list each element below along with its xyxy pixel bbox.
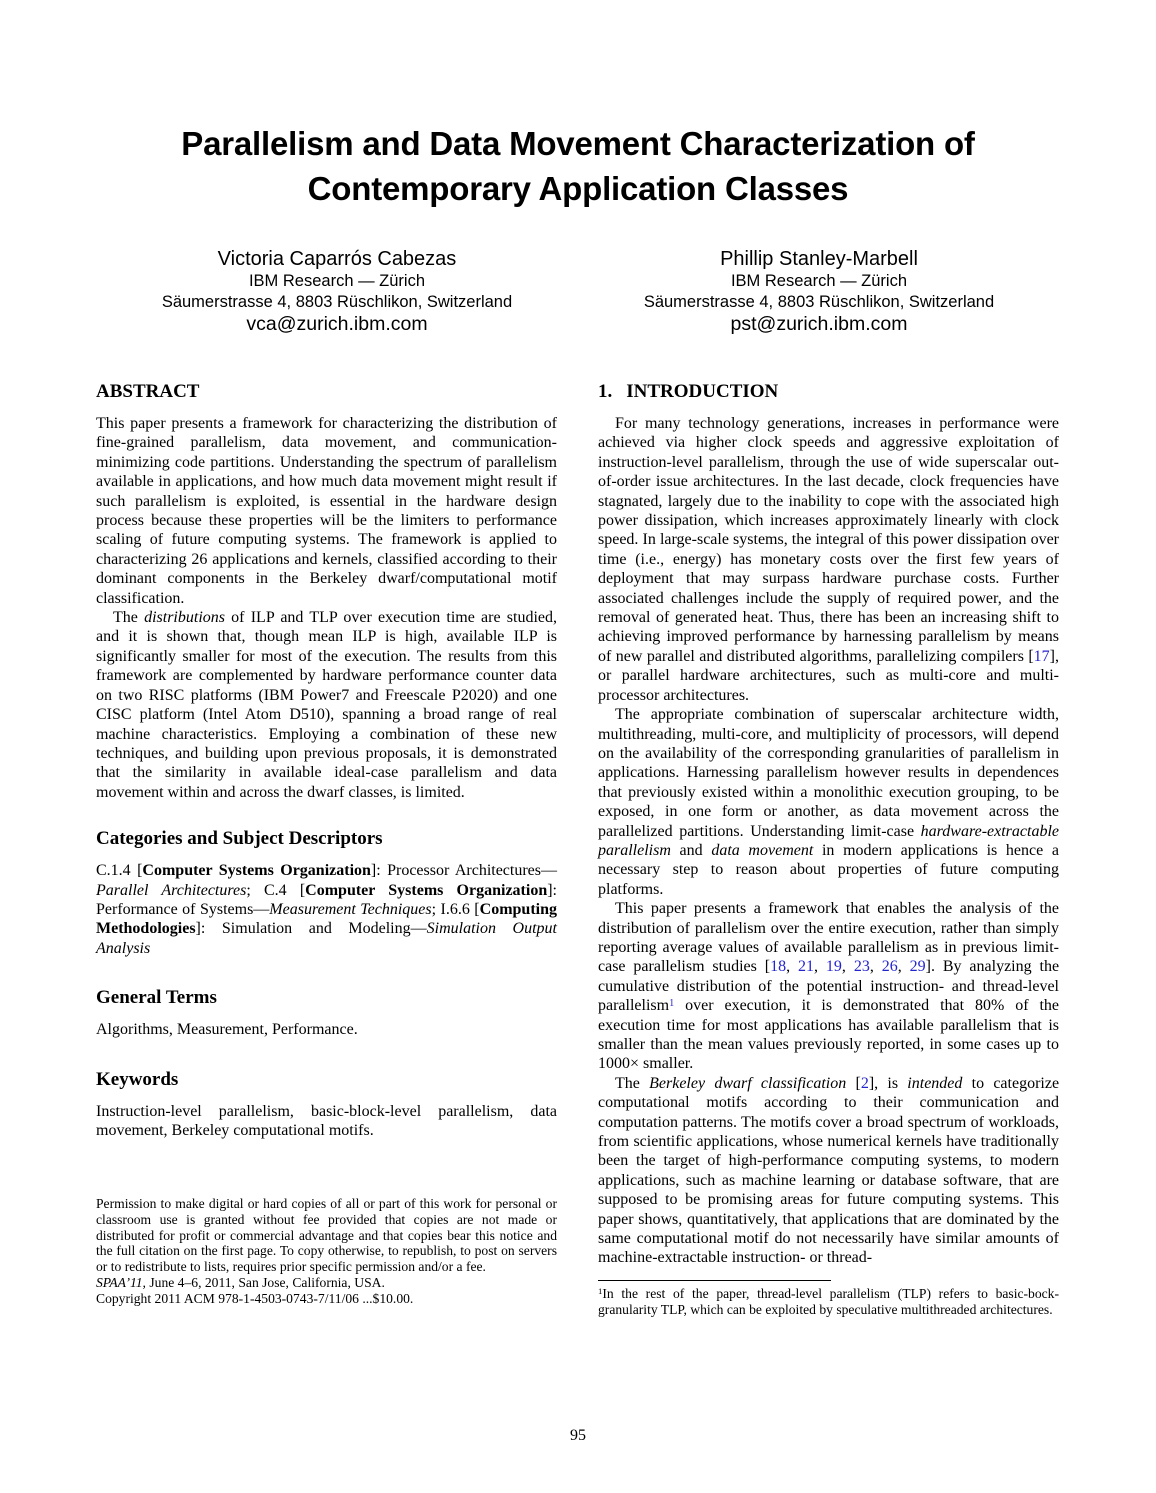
text-segment: data movement xyxy=(711,841,814,859)
permission-notice xyxy=(96,1196,557,1306)
paragraph xyxy=(96,861,557,958)
paragraph xyxy=(96,608,557,802)
text-segment: SPAA’11, xyxy=(96,1274,146,1290)
text-segment: Computing Methodologies xyxy=(96,900,557,938)
text-segment: in modern applications is hence a necessary step to reason about properties of future computing platforms. xyxy=(598,841,1059,898)
text-segment: intended xyxy=(907,1074,963,1092)
text-segment: This paper presents a framework for characterizing the distribution of fine-grained parallelism, data movement, and communication-minimizing code partitions. Understanding the spectrum of parallelism available in applications, and how much data movement might result if such parallelism is exploited, is essential in the hardware design process because these properties will be the limiters to performance scaling of future computing systems. The framework is applied to characterizing 26 applications and kernels, classified according to their dominant components in the Berkeley dwarf/computational motif classification. xyxy=(96,415,557,607)
paragraph xyxy=(598,1286,1059,1317)
text-segment: , xyxy=(786,958,798,976)
text-segment: The xyxy=(113,609,145,627)
page-number: 95 xyxy=(570,1427,586,1444)
text-segment: The appropriate combination of superscalar architecture width, multithreading, multi-core, and multiplicity of processors, will depend on the availability of the corresponding granularities of parallelism in applications. Harnessing parallelism however results in dependences that previously existed within a monolithic execution grouping, to be exposed, in one form or another, as data movement across the parallelized partitions. Understanding limit-case xyxy=(598,706,1059,840)
text-segment: , xyxy=(897,958,910,976)
text-segment: C.1.4 [ xyxy=(96,862,143,880)
paragraph xyxy=(96,1196,557,1275)
paragraph xyxy=(96,1291,557,1307)
citation-link[interactable]: 23 xyxy=(853,958,870,976)
citation-link[interactable]: 18 xyxy=(770,958,787,976)
citation-link[interactable]: 29 xyxy=(909,958,926,976)
author-2-address: Säumerstrasse 4, 8803 Rüschlikon, Switzerland xyxy=(643,293,995,311)
citation-link[interactable]: 21 xyxy=(798,958,814,976)
text-segment: distributions xyxy=(144,609,225,627)
paragraph xyxy=(598,1074,1059,1268)
general-terms-section xyxy=(96,987,557,1039)
permission-notice-body xyxy=(96,1196,557,1306)
categories-heading: Categories and Subject Descriptors xyxy=(96,828,383,850)
text-segment: Simulation Output Analysis xyxy=(96,920,557,957)
text-segment: ]. By analyzing the cumulative distribution of the potential instruction- and thread-level parallelism xyxy=(598,958,1060,1015)
paragraph xyxy=(598,414,1059,705)
text-segment: , xyxy=(869,958,882,976)
author-1 xyxy=(96,247,578,336)
author-2-email: pst@zurich.ibm.com xyxy=(730,313,908,335)
author-2 xyxy=(578,247,1060,336)
text-segment: Measurement Techniques xyxy=(269,900,432,918)
footnote-rule xyxy=(598,1280,831,1281)
text-segment: ; I.6.6 [ xyxy=(431,900,480,918)
left-column xyxy=(96,381,557,1306)
text-segment: to categorize computational motifs according to their communication and computation patterns. The motifs cover a broad spectrum of workloads, from scientific applications, whose numerical kernels have traditionally been the target of high-performance computing systems, to modern applications, such as machine learning or database software, that are supposed to be promising areas for future computing systems. This paper shows, quantitatively, that applications that are dominated by the same computational motif do not necessarily have similar amounts of machine-extractable instruction- or thread- xyxy=(598,1074,1060,1267)
keywords-heading: Keywords xyxy=(96,1068,179,1090)
author-1-name: Victoria Caparrós Cabezas xyxy=(217,248,457,270)
text-segment: ]: Processor Architectures— xyxy=(370,862,558,880)
text-segment: Algorithms, Measurement, Performance. xyxy=(96,1021,358,1039)
general-terms-body xyxy=(96,1020,557,1039)
text-segment: ]: Performance of Systems— xyxy=(96,881,557,918)
keywords-section xyxy=(96,1069,557,1141)
paragraph xyxy=(96,1020,557,1039)
text-segment: ]: Simulation and Modeling— xyxy=(195,920,427,938)
text-segment: Parallel Architectures xyxy=(96,881,247,899)
text-segment: hardware-extractable parallelism xyxy=(598,822,1059,859)
introduction-body xyxy=(598,414,1059,1268)
author-2-name: Phillip Stanley-Marbell xyxy=(720,248,918,270)
paragraph xyxy=(96,1275,557,1291)
authors-block xyxy=(96,247,1060,336)
introduction-heading-text: INTRODUCTION xyxy=(626,381,779,402)
keywords-body xyxy=(96,1102,557,1141)
paper-title xyxy=(0,121,1156,211)
text-segment: ; C.4 [ xyxy=(246,881,306,899)
text-segment: 1 xyxy=(598,1285,603,1296)
citation-link[interactable]: 1 xyxy=(669,997,675,1009)
text-segment: Instruction-level parallelism, basic-block-level parallelism, data movement, Berkeley computational motifs. xyxy=(96,1102,557,1139)
paper-title-line-1: Parallelism and Data Movement Characterization of xyxy=(181,125,975,162)
paper-title-line-2: Contemporary Application Classes xyxy=(307,170,849,207)
text-segment: Permission to make digital or hard copies of all or part of this work for personal or classroom use is granted without fee provided that copies are not made or distributed for profit or commercial advantage and that copies bear this notice and the full citation on the first page. To copy otherwise, to republish, to post on servers or to redistribute to lists, requires prior specific permission and/or a fee. xyxy=(96,1196,557,1275)
introduction-heading-number: 1. xyxy=(598,381,613,402)
categories-section xyxy=(96,828,557,958)
paragraph xyxy=(96,414,557,608)
abstract-section xyxy=(96,381,557,802)
introduction-heading xyxy=(598,381,1059,403)
author-2-affiliation: IBM Research — Zürich xyxy=(730,272,908,290)
categories-body xyxy=(96,861,557,958)
citation-link[interactable]: 17 xyxy=(1033,647,1050,665)
text-segment: In the rest of the paper, thread-level parallelism (TLP) refers to basic-bock-granularity TLP, which can be exploited by speculative multithreaded architectures. xyxy=(598,1285,1059,1317)
text-segment: of ILP and TLP over execution time are studied, and it is shown that, though mean ILP is high, available ILP is significantly smaller for most of the execution. The results from this framework are complemented by hardware performance counter data on two RISC platforms (IBM Power7 and Freescale P2020) and one CISC platform (Intel Atom D510), spanning a broad range of real machine characteristics. Employing a combination of these new techniques, and building upon previous proposals, it is demonstrated that the similarity in available ideal-case parallelism and data movement within and across the dwarf classes, is limited. xyxy=(96,609,557,801)
text-segment: Computer Systems Organization xyxy=(305,881,548,899)
footnote-body xyxy=(598,1286,1059,1317)
general-terms-heading: General Terms xyxy=(96,987,217,1009)
author-1-address: Säumerstrasse 4, 8803 Rüschlikon, Switzerland xyxy=(161,293,513,311)
text-segment: Copyright 2011 ACM 978-1-4503-0743-7/11/06 ...$10.00. xyxy=(96,1290,414,1306)
abstract-body xyxy=(96,414,557,802)
text-segment: The xyxy=(615,1074,650,1092)
text-segment: ], is xyxy=(868,1074,908,1092)
right-column xyxy=(598,381,1059,1317)
text-segment: and xyxy=(670,841,712,859)
text-segment: , xyxy=(814,958,826,976)
citation-link[interactable]: 19 xyxy=(825,958,842,976)
text-segment: For many technology generations, increases in performance were achieved via higher clock speeds and aggressive exploitation of instruction-level parallelism, through the use of wide superscalar out-of-order issue architectures. In the last decade, clock frequencies have stagnated, largely due to the inability to cope with the associated high power dissipation, which increases approximately linearly with clock speed. In large-scale systems, the integral of this power dissipation over time (i.e., energy) has monetary costs over the first few years of deployment that may surpass hardware purchase costs. Further associated challenges include the supply of required power, and the removal of generated heat. Thus, there has been an increasing shift to achieving improved performance by harnessing parallelism by means of new parallel and distributed algorithms, parallelizing compilers [ xyxy=(598,415,1059,665)
text-segment: [ xyxy=(846,1074,861,1092)
author-1-email: vca@zurich.ibm.com xyxy=(246,313,428,335)
paragraph xyxy=(598,705,1059,899)
text-segment: This paper presents a framework that enables the analysis of the distribution of parallelism over the entire execution, rather than simply reporting average values of available parallelism as in previous limit-case parallelism studies [ xyxy=(598,900,1059,976)
author-1-affiliation: IBM Research — Zürich xyxy=(248,272,426,290)
text-segment: June 4–6, 2011, San Jose, California, USA. xyxy=(145,1274,385,1290)
abstract-heading: ABSTRACT xyxy=(96,381,200,402)
paragraph xyxy=(598,899,1059,1074)
text-segment: Berkeley dwarf classification xyxy=(649,1074,847,1092)
text-segment: over execution, it is demonstrated that 80% of the execution time for most applications has available parallelism that is smaller than the mean values previously reported, in some cases up to 1000× smaller. xyxy=(598,997,1059,1073)
paragraph xyxy=(96,1102,557,1141)
text-segment: ], or parallel hardware architectures, such as multi-core and multi-processor architectures. xyxy=(598,647,1059,704)
citation-link[interactable]: 26 xyxy=(881,958,898,976)
text-segment: Computer Systems Organization xyxy=(142,862,371,880)
footnote-section xyxy=(598,1280,1059,1317)
text-segment: , xyxy=(841,958,854,976)
citation-link[interactable]: 2 xyxy=(860,1074,869,1092)
introduction-section xyxy=(598,381,1059,1268)
